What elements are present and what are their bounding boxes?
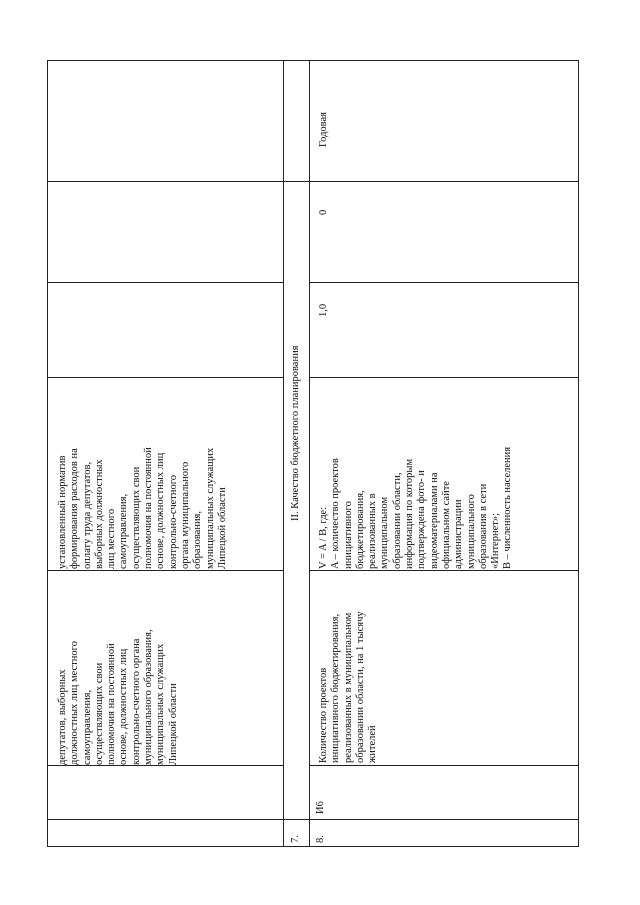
indicator-name: Количество проектов инициативного бюджетирования, реализованных в муниципальном образовании области, на 1 тысячу жителей xyxy=(318,611,379,763)
table-divider xyxy=(309,765,579,766)
periodicity-value: Годовая xyxy=(318,112,329,147)
table-divider xyxy=(47,377,283,378)
table-row-divider xyxy=(309,60,310,847)
table-divider xyxy=(309,570,579,571)
continuation-formula-text: установленный норматив формирования расходов на оплату труда депутатов, выборных должностных лиц местного самоуправления, осуществляющих свои полномочия на постоянной основе, должностных лиц контрольно-счетного органа муниципального образования, муниципальных служащих Липецкой области xyxy=(57,447,228,569)
table-border-bottom xyxy=(47,846,579,847)
table-border-top xyxy=(47,60,579,61)
table-divider xyxy=(309,377,579,378)
table-row-divider xyxy=(283,60,284,847)
table-divider xyxy=(47,819,579,820)
formula-text: V = A / B, где: A – количество проектов инициативного бюджетирования, реализованных в муниципальном образовании области, информация по которым подтверждена фото- и видеоматериалами на официальном сайте администрации муниципального образования в сети «Интернет»; B – численность населения xyxy=(318,446,514,569)
max-value: 1,0 xyxy=(318,303,329,317)
row-number: 8. xyxy=(315,835,326,843)
table-divider xyxy=(47,282,283,283)
table-divider xyxy=(47,765,283,766)
continuation-indicator-text: депутатов, выборных должностных лиц местного самоуправления, осуществляющих свои полномочия на постоянной основе, должностных лиц контрольно-счетного органа муниципального образования, муниципальных служащих Липецкой области xyxy=(57,629,179,765)
table-divider xyxy=(47,570,283,571)
table-divider xyxy=(309,282,579,283)
section-title: II. Качество бюджетного планирования xyxy=(290,345,301,521)
indicator-code: И6 xyxy=(315,801,326,814)
section-number: 7. xyxy=(290,835,301,843)
table-border-left xyxy=(47,60,48,847)
table-divider xyxy=(47,181,579,182)
min-value: 0 xyxy=(318,209,329,215)
table-border-right xyxy=(578,60,579,847)
